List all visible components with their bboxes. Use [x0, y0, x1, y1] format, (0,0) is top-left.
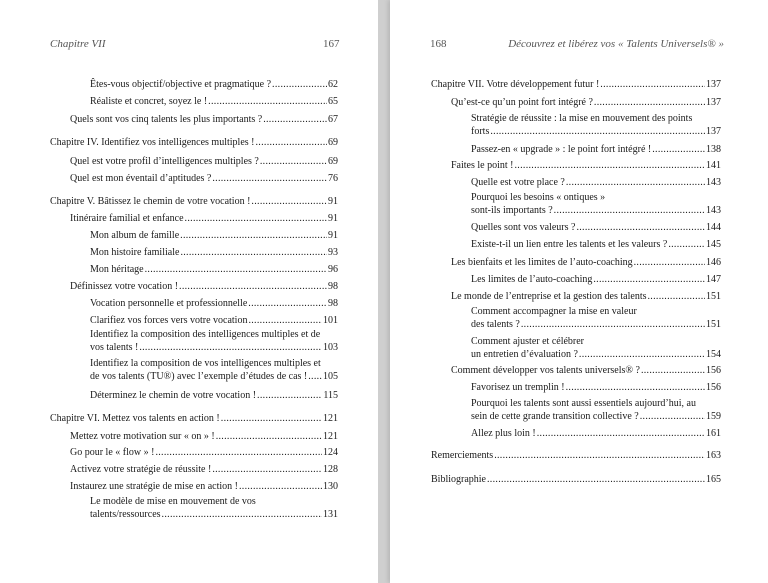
dot-leader: [155, 446, 322, 459]
toc-entry: [90, 328, 338, 354]
toc-entry-title: Activez votre stratégie de réussite !: [70, 464, 212, 475]
toc-page-number: 121: [323, 413, 338, 424]
toc-entry: [90, 78, 338, 91]
dot-leader: [490, 125, 705, 138]
toc-page-number: 103: [323, 342, 338, 353]
toc-entry-title: Le monde de l’entreprise et la gestion des talents: [451, 291, 647, 302]
toc-page-number: 145: [706, 239, 721, 250]
toc-entry-title: Définissez votre vocation !: [70, 281, 179, 292]
toc-entry: [90, 263, 338, 276]
toc-entry: [471, 273, 721, 286]
dot-leader: [221, 412, 322, 425]
toc-page-number: 137: [706, 97, 721, 108]
dot-leader: [216, 430, 322, 443]
toc-page-number: 105: [323, 371, 338, 382]
toc-entry: [451, 159, 721, 172]
toc-entry: [70, 212, 338, 225]
toc-entry-title-line: Comment ajuster et célébrer: [471, 336, 585, 347]
toc-entry: [471, 112, 721, 138]
toc-page-number: 91: [328, 230, 338, 241]
toc-entry: [90, 314, 338, 327]
toc-entry: [90, 297, 338, 310]
toc-entry-title: Itinéraire familial et enfance: [70, 213, 184, 224]
toc-entry: [431, 473, 721, 486]
dot-leader: [566, 176, 705, 189]
toc-entry: [90, 229, 338, 242]
toc-page-number: 143: [706, 205, 721, 216]
toc-page-number: 144: [706, 222, 721, 233]
toc-entry-title: Chapitre VII. Votre développement futur !: [431, 79, 600, 90]
dot-leader: [515, 159, 706, 172]
dot-leader: [257, 389, 322, 402]
dot-leader: [594, 96, 705, 109]
dot-leader: [256, 136, 328, 149]
dot-leader: [239, 480, 322, 493]
toc-entry: [90, 95, 338, 108]
dot-leader: [260, 155, 327, 168]
toc-entry: [70, 430, 338, 443]
toc-page-number: 62: [328, 79, 338, 90]
toc-page-number: 159: [706, 411, 721, 422]
dot-leader: [212, 463, 322, 476]
toc-entry-title: Réaliste et concret, soyez le !: [90, 96, 208, 107]
toc-page-number: 138: [706, 144, 721, 155]
toc-entry-title: Mon histoire familiale: [90, 247, 180, 258]
toc-entry-title-continuation: [90, 508, 338, 521]
toc-entry-title-line: Pourquoi les talents sont aussi essentiels aujourd’hui, au: [471, 398, 696, 409]
toc-entry-title-line: Identifiez la composition des intelligences multiples et de: [90, 329, 321, 340]
toc-entry: [50, 412, 338, 425]
toc-page-number: 124: [323, 447, 338, 458]
toc-entry-title: Instaurez une stratégie de mise en action !: [70, 481, 238, 492]
toc-entry-title: Passez-en « upgrade » : le point fort intégré !: [471, 144, 652, 155]
toc-entry-title-continuation: [471, 318, 721, 331]
toc-entry-title: Déterminez le chemin de votre vocation !: [90, 390, 257, 401]
dot-leader: [634, 256, 705, 269]
toc-page-number: 163: [706, 450, 721, 461]
toc-entry: [431, 78, 721, 91]
running-head: Chapitre VII: [50, 38, 106, 50]
dot-leader: [521, 318, 705, 331]
toc-entry-title: Go pour le « flow » !: [70, 447, 155, 458]
toc-entry: [451, 96, 721, 109]
toc-entry-title-continuation: [90, 341, 338, 354]
dot-leader: [641, 364, 705, 377]
toc-entry-title: sein de cette grande transition collective ?: [471, 411, 639, 422]
toc-entry-title-line: Pourquoi les besoins « ontiques »: [471, 192, 606, 203]
toc-entry: [431, 449, 721, 462]
dot-leader: [180, 246, 327, 259]
dot-leader: [248, 314, 322, 327]
toc-entry-title: Quelles sont vos valeurs ?: [471, 222, 576, 233]
dot-leader: [162, 508, 322, 521]
left-page: [0, 0, 378, 583]
toc-entry: [70, 480, 338, 493]
dot-leader: [668, 238, 705, 251]
toc-page-number: 146: [706, 257, 721, 268]
toc-page-number: 69: [328, 156, 338, 167]
toc-entry-title: Êtes-vous objectif/objective et pragmatique ?: [90, 79, 272, 90]
toc-page-number: 141: [706, 160, 721, 171]
toc-entry-title: forts: [471, 126, 490, 137]
toc-entry: [70, 280, 338, 293]
toc-page-number: 96: [328, 264, 338, 275]
dot-leader: [272, 78, 327, 91]
toc-page-number: 151: [706, 319, 721, 330]
toc-entry-title: Quelle est votre place ?: [471, 177, 565, 188]
toc-page-number: 137: [706, 126, 721, 137]
toc-page-number: 98: [328, 281, 338, 292]
toc-entry: [70, 172, 338, 185]
dot-leader: [487, 473, 705, 486]
dot-leader: [566, 381, 705, 394]
toc-page-number: 76: [328, 173, 338, 184]
toc-page-number: 128: [323, 464, 338, 475]
toc-entry: [471, 238, 721, 251]
toc-page-number: 67: [328, 114, 338, 125]
toc-entry: [471, 335, 721, 361]
toc-entry-title-line: Identifiez la composition de vos intelligences multiples et: [90, 358, 321, 369]
dot-leader: [648, 290, 706, 303]
toc-entry: [471, 191, 721, 217]
toc-entry-title: vos talents !: [90, 342, 139, 353]
toc-page-number: 91: [328, 213, 338, 224]
dot-leader: [537, 427, 705, 440]
toc-entry: [471, 221, 721, 234]
dot-leader: [212, 172, 327, 185]
dot-leader: [185, 212, 327, 225]
toc-entry-title: Existe-t-il un lien entre les talents et les valeurs ?: [471, 239, 668, 250]
toc-entry-title: Mon héritage: [90, 264, 144, 275]
gutter: [378, 0, 390, 583]
dot-leader: [139, 341, 322, 354]
toc-page-number: 91: [328, 196, 338, 207]
toc-entry: [50, 136, 338, 149]
page-number: 167: [323, 38, 340, 50]
toc-entry-title: de vos talents (TU®) avec l’exemple d’études de cas !: [90, 371, 308, 382]
toc-entry-title: Clarifiez vos forces vers votre vocation: [90, 315, 248, 326]
toc-entry-title: Mon album de famille: [90, 230, 180, 241]
dot-leader: [652, 143, 705, 156]
toc-page-number: 156: [706, 365, 721, 376]
toc-entry: [90, 495, 338, 521]
toc-page-number: 147: [706, 274, 721, 285]
right-page: [390, 0, 768, 583]
toc-entry-title: Chapitre V. Bâtissez le chemin de votre vocation !: [50, 196, 251, 207]
toc-page-number: 69: [328, 137, 338, 148]
toc-entry: [70, 155, 338, 168]
toc-entry-title: Faites le point !: [451, 160, 514, 171]
dot-leader: [600, 78, 705, 91]
dot-leader: [248, 297, 327, 310]
toc-entry-title: Quel est votre profil d’intelligences multiples ?: [70, 156, 259, 167]
toc-entry-title-line: Le modèle de mise en mouvement de vos: [90, 496, 256, 507]
toc-entry-title: Qu’est-ce qu’un point fort intégré ?: [451, 97, 593, 108]
toc-entry-title: Les limites de l’auto-coaching: [471, 274, 593, 285]
toc-entry-title: Quel est mon éventail d’aptitudes ?: [70, 173, 212, 184]
dot-leader: [208, 95, 327, 108]
toc-entry-title: Bibliographie: [431, 474, 486, 485]
toc-page-number: 143: [706, 177, 721, 188]
toc-entry-title: Chapitre VI. Mettez vos talents en action !: [50, 413, 220, 424]
toc-entry-title: Comment développer vos talents universels® ?: [451, 365, 640, 376]
toc-page-number: 165: [706, 474, 721, 485]
toc-entry: [471, 381, 721, 394]
toc-page-number: 65: [328, 96, 338, 107]
toc-page-number: 154: [706, 349, 721, 360]
toc-entry-title-continuation: [90, 370, 338, 383]
toc-page-number: 98: [328, 298, 338, 309]
toc-entry: [471, 305, 721, 331]
toc-entry: [70, 463, 338, 476]
toc-entry-title: Chapitre IV. Identifiez vos intelligences multiples !: [50, 137, 255, 148]
toc-entry: [70, 113, 338, 126]
dot-leader: [180, 229, 327, 242]
toc-page-number: 101: [323, 315, 338, 326]
dot-leader: [179, 280, 327, 293]
toc-entry-title: sont-ils importants ?: [471, 205, 553, 216]
dot-leader: [576, 221, 705, 234]
toc-page-number: 161: [706, 428, 721, 439]
toc-entry: [90, 389, 338, 402]
dot-leader: [494, 449, 705, 462]
running-head: Découvrez et libérez vos « Talents Universels® »: [508, 38, 724, 50]
toc-entry: [471, 143, 721, 156]
toc-entry-title: des talents ?: [471, 319, 520, 330]
toc-page-number: 115: [323, 390, 338, 401]
toc-entry-title: Vocation personnelle et professionnelle: [90, 298, 248, 309]
dot-leader: [640, 410, 705, 423]
toc-entry-title-line: Comment accompagner la mise en valeur: [471, 306, 637, 317]
toc-entry-title: Quels sont vos cinq talents les plus importants ?: [70, 114, 263, 125]
toc-page-number: 93: [328, 247, 338, 258]
toc-entry: [471, 176, 721, 189]
dot-leader: [593, 273, 705, 286]
toc-entry-title-continuation: [471, 204, 721, 217]
toc-entry-title-continuation: [471, 125, 721, 138]
toc-entry-title: Les bienfaits et les limites de l’auto-coaching: [451, 257, 633, 268]
toc-entry: [451, 290, 721, 303]
toc-entry-title: Allez plus loin !: [471, 428, 536, 439]
toc-entry: [50, 195, 338, 208]
toc-entry: [471, 427, 721, 440]
toc-entry: [90, 357, 338, 383]
dot-leader: [554, 204, 705, 217]
dot-leader: [145, 263, 327, 276]
toc-page-number: 156: [706, 382, 721, 393]
toc-entry-title-line: Stratégie de réussite : la mise en mouvement des points: [471, 113, 693, 124]
toc-entry-title: Mettez votre motivation sur « on » !: [70, 431, 215, 442]
toc-entry-title: Remerciements: [431, 450, 494, 461]
toc-entry: [471, 397, 721, 423]
toc-page-number: 121: [323, 431, 338, 442]
toc-entry: [451, 364, 721, 377]
toc-page-number: 131: [323, 509, 338, 520]
dot-leader: [579, 348, 705, 361]
toc-entry: [451, 256, 721, 269]
toc-entry-title-continuation: [471, 410, 721, 423]
dot-leader: [308, 370, 322, 383]
toc-page-number: 137: [706, 79, 721, 90]
toc-page-number: 151: [706, 291, 721, 302]
page-number: 168: [430, 38, 447, 50]
toc-page-number: 130: [323, 481, 338, 492]
toc-entry-title-continuation: [471, 348, 721, 361]
toc-entry: [90, 246, 338, 259]
toc-entry-title: un entretien d’évaluation ?: [471, 349, 578, 360]
toc-entry: [70, 446, 338, 459]
toc-entry-title: Favorisez un tremplin !: [471, 382, 565, 393]
toc-entry-title: talents/ressources: [90, 509, 161, 520]
dot-leader: [263, 113, 327, 126]
dot-leader: [251, 195, 327, 208]
